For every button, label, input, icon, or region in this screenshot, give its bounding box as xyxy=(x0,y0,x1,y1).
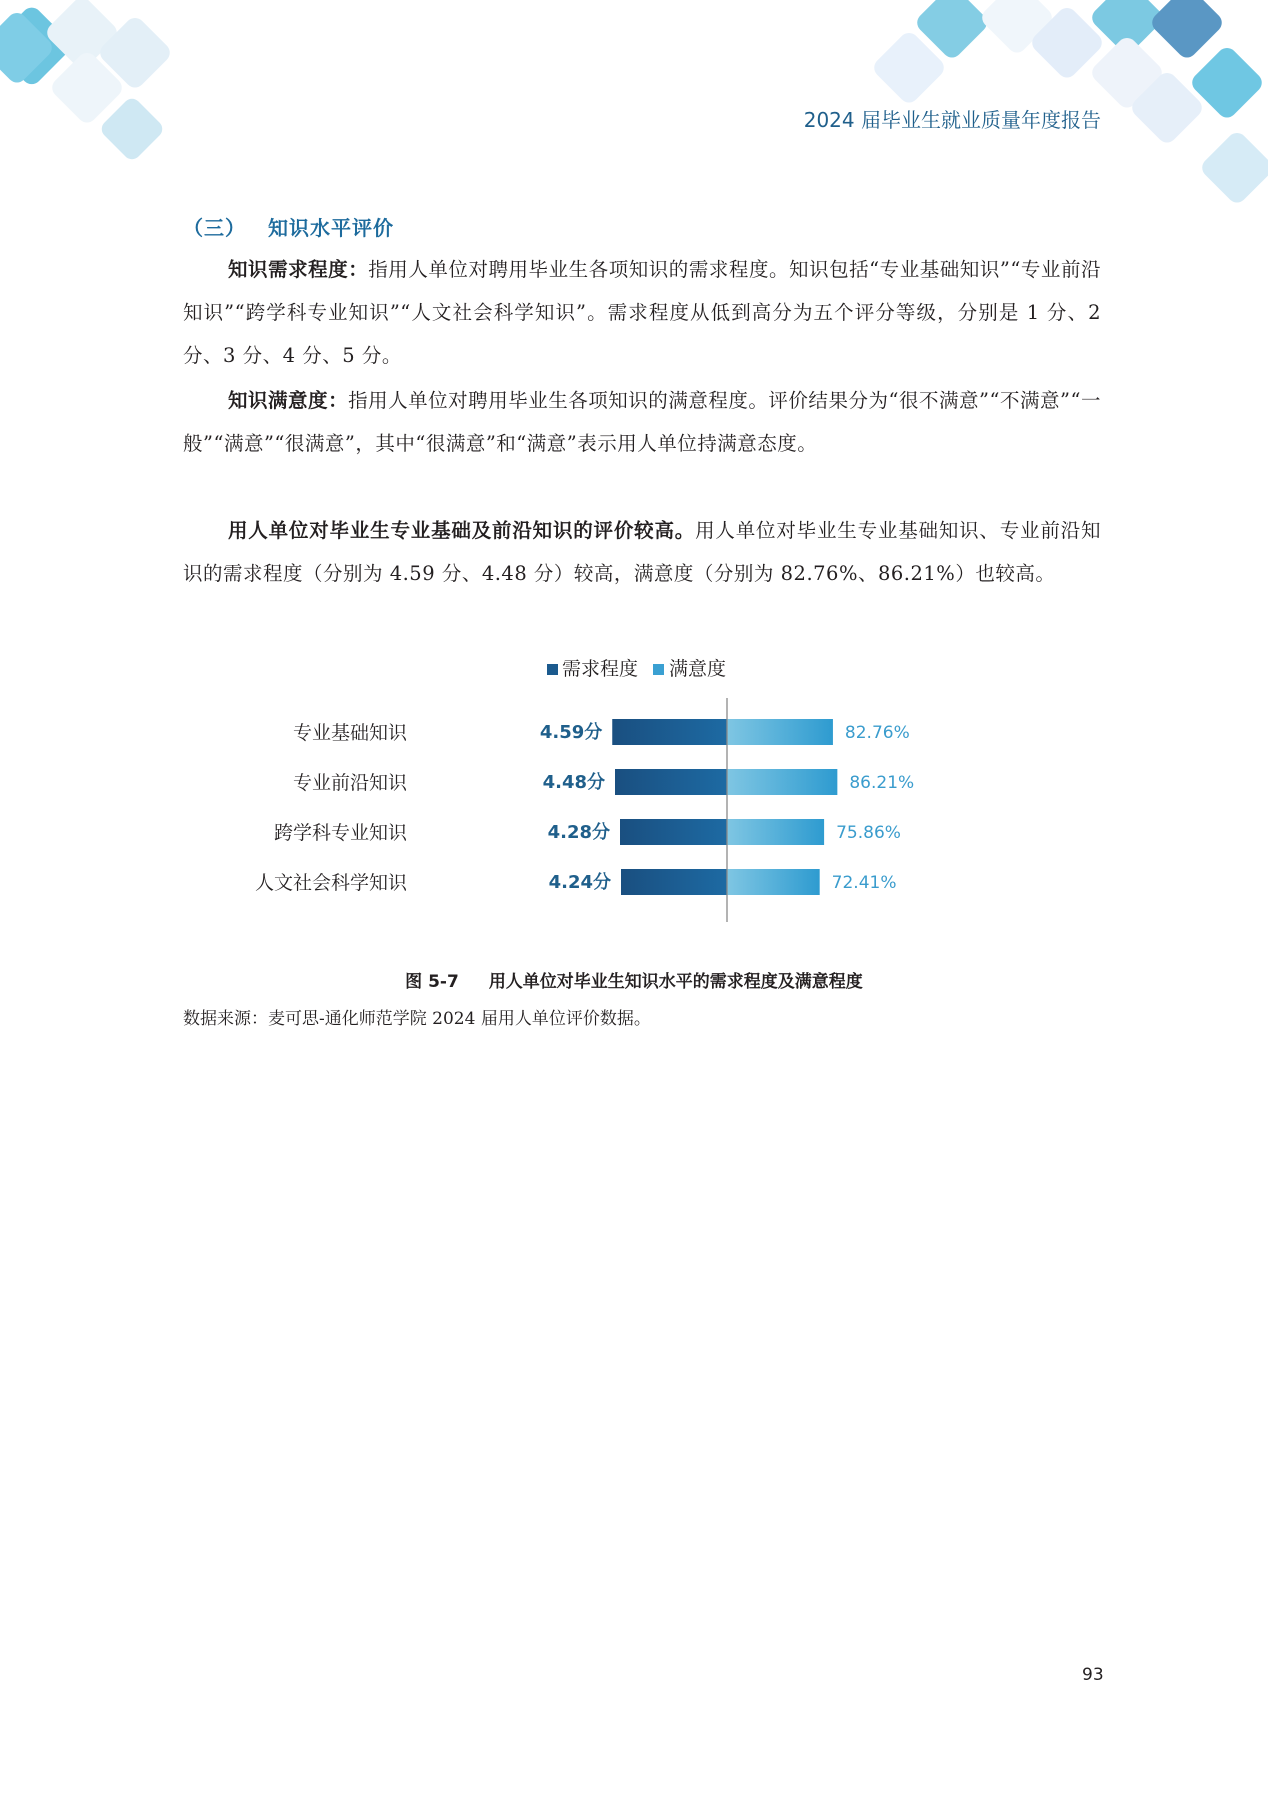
data-label-demand: 4.48分 xyxy=(542,772,605,793)
figure-number: 图 5-7 xyxy=(405,972,459,992)
page-number: 93 xyxy=(1082,1665,1104,1685)
legend-label-demand: 需求程度 xyxy=(562,658,639,680)
paragraph-satisfaction-definition xyxy=(183,379,1101,465)
category-label: 跨学科专业知识 xyxy=(273,822,407,844)
paragraph-demand-definition xyxy=(183,248,1101,377)
bar-demand xyxy=(621,869,727,895)
figure-caption xyxy=(0,967,1268,992)
bar-demand xyxy=(615,769,727,795)
category-label: 专业基础知识 xyxy=(292,722,407,744)
bar-satisfaction xyxy=(727,769,837,795)
paragraph-body: 指用人单位对聘用毕业生各项知识的满意程度。评价结果分为“很不满意”“不满意”“一般”“满意”“很满意”，其中“很满意”和“满意”表示用人单位持满意态度。 xyxy=(183,389,1101,455)
paragraph-body: 指用人单位对聘用毕业生各项知识的需求程度。知识包括“专业基础知识”“专业前沿知识”“跨学科专业知识”“人文社会科学知识”。需求程度从低到高分为五个评分等级，分别是 1 分、2 分、3 分、4 分、5 分。 xyxy=(183,258,1101,367)
legend-swatch-demand xyxy=(547,664,558,675)
bar-satisfaction xyxy=(727,869,820,895)
legend-swatch-satisfaction xyxy=(653,664,664,675)
knowledge-chart xyxy=(254,658,1000,950)
figure-title: 用人单位对毕业生知识水平的需求程度及满意程度 xyxy=(488,972,863,992)
data-label-satisfaction: 72.41% xyxy=(831,873,897,893)
bar-satisfaction xyxy=(727,719,833,745)
running-header: 2024 届毕业生就业质量年度报告 xyxy=(803,108,1101,132)
category-label: 人文社会科学知识 xyxy=(254,872,407,894)
bar-satisfaction xyxy=(727,819,824,845)
chart-svg xyxy=(254,658,1000,950)
paragraph-body: 用人单位对毕业生专业基础知识、专业前沿知识的需求程度（分别为 4.59 分、4.48 分）较高，满意度（分别为 82.76%、86.21%）也较高。 xyxy=(183,519,1101,585)
paragraph-lead: 知识需求程度： xyxy=(228,258,369,281)
data-label-satisfaction: 82.76% xyxy=(844,723,910,743)
paragraph-finding xyxy=(183,509,1101,595)
paragraph-lead: 用人单位对毕业生专业基础及前沿知识的评价较高。 xyxy=(228,519,696,542)
data-label-demand: 4.24分 xyxy=(548,872,611,893)
section-number: （三） xyxy=(183,216,246,240)
data-source: 数据来源：麦可思-通化师范学院 2024 届用人单位评价数据。 xyxy=(183,1009,651,1029)
data-label-satisfaction: 86.21% xyxy=(849,773,915,793)
section-title: 知识水平评价 xyxy=(268,216,394,240)
section-heading xyxy=(183,212,394,241)
category-label: 专业前沿知识 xyxy=(292,772,407,794)
legend-label-satisfaction: 满意度 xyxy=(669,658,727,680)
data-label-demand: 4.59分 xyxy=(539,722,603,743)
paragraph-lead: 知识满意度： xyxy=(228,389,349,412)
data-label-satisfaction: 75.86% xyxy=(836,823,901,843)
bar-demand xyxy=(612,719,727,745)
bar-demand xyxy=(620,819,727,845)
data-label-demand: 4.28分 xyxy=(547,822,610,843)
